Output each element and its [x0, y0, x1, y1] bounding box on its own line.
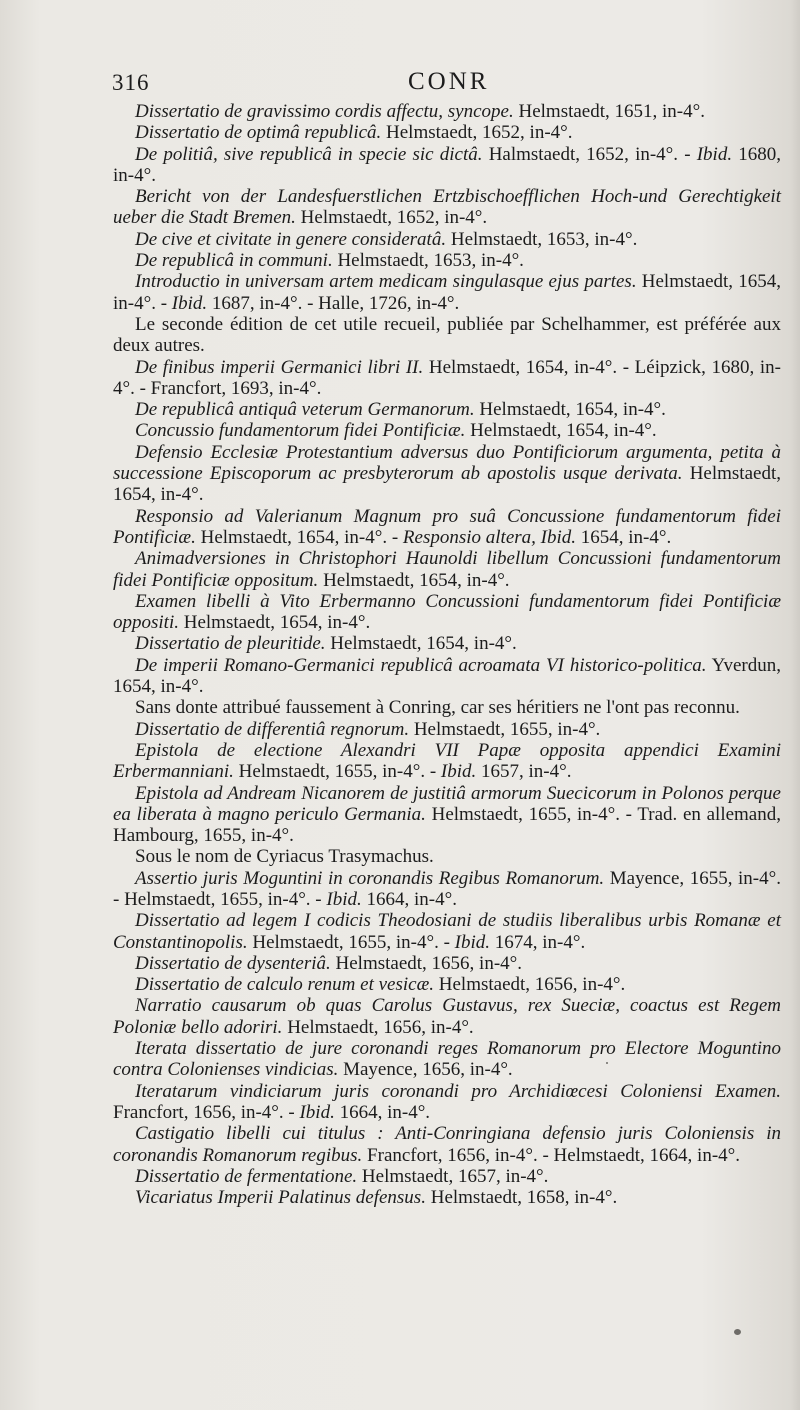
entry-title: Ibid. — [171, 292, 208, 314]
entry-details: 1654, in-4°. — [576, 526, 672, 548]
bibliography-entry — [113, 250, 781, 271]
entry-details: Helmstaedt, 1654, in-4°. - — [195, 526, 403, 548]
entry-details: 1664, in-4°. — [361, 888, 457, 910]
running-title: CONR — [408, 68, 490, 95]
entry-details: Mayence, 1655, in-4°. - Helmstaedt, 1655, in-4°. - — [113, 867, 781, 910]
bibliography-entry — [113, 846, 781, 867]
entry-title: Dissertatio de gravissimo cordis affectu, syncope. — [135, 101, 514, 122]
entry-title: Dissertatio de calculo renum et vesicæ. — [135, 974, 435, 996]
entry-details: Helmstaedt, 1654, in-4°. — [113, 463, 781, 506]
entry-title: Epistola de electione Alexandri VII Papæ opposita appendici Examini Erbermanniani. — [113, 739, 781, 783]
bibliography-entry — [113, 506, 781, 549]
bibliography-entry — [113, 719, 781, 740]
entry-details: Helmstaedt, 1654, in-4°. — [318, 569, 510, 591]
entry-title: Responsio altera, Ibid. — [402, 526, 577, 548]
entry-title: Ibid. — [696, 143, 733, 165]
bibliography-entry — [113, 186, 781, 229]
entry-details: Helmstaedt, 1656, in-4°. — [434, 974, 626, 996]
entry-title: Introductio in universam artem medicam singulasque ejus partes. — [135, 271, 637, 293]
entry-details: Helmstaedt, 1656, in-4°. — [282, 1016, 474, 1038]
entry-title: De imperii Romano-Germanici republicâ acroamata VI historico-politica. — [135, 654, 707, 676]
page-number: 316 — [112, 70, 150, 95]
entry-title: Dissertatio de pleuritide. — [135, 633, 326, 655]
entry-details: Helmstaedt, 1654, in-4°. - Léipzick, 1680, in-4°. - Francfort, 1693, in-4°. — [113, 356, 781, 399]
bibliography-entry — [113, 740, 781, 783]
entry-details: Helmstaedt, 1658, in-4°. — [425, 1187, 618, 1209]
ink-speck — [734, 1329, 741, 1335]
entry-title: Assertio juris Moguntini in coronandis Regibus Romanorum. — [135, 867, 605, 889]
entry-title: Narratio causarum ob quas Carolus Gustavus, rex Sueciæ, coactus est Regem Poloniæ bello adoriri. — [113, 995, 781, 1038]
entry-title: Dissertatio de differentiâ regnorum. — [135, 718, 410, 740]
entry-details: Helmstaedt, 1654, in-4°. — [178, 612, 371, 634]
bibliography-entry — [113, 1038, 781, 1081]
entry-title: Concussio fundamentorum fidei Pontificiæ. — [135, 420, 466, 442]
entry-details: Sans donte attribué faussement à Conring, car ses héritiers ne l'ont pas reconnu. — [135, 697, 740, 719]
bibliography-entry — [113, 229, 781, 250]
entry-details: Helmstaedt, 1651, in-4°. — [513, 101, 705, 122]
bibliography-entry — [113, 357, 781, 400]
entry-details: Mayence, 1656, in-4°. — [338, 1059, 513, 1081]
entry-details: Francfort, 1656, in-4°. - Helmstaedt, 1664, in-4°. — [362, 1144, 741, 1166]
entry-details: 1674, in-4°. — [490, 931, 586, 953]
bibliography-list — [113, 101, 781, 1208]
page-header — [112, 68, 782, 102]
bibliography-entry — [113, 122, 781, 143]
entry-title: De finibus imperii Germanici libri II. — [135, 356, 424, 378]
bibliography-entry — [113, 314, 781, 357]
entry-details: Helmstaedt, 1653, in-4°. — [332, 250, 524, 272]
bibliography-entry — [113, 399, 781, 420]
bibliography-entry — [113, 1081, 781, 1124]
entry-title: Ibid. — [299, 1101, 335, 1123]
ink-speck — [606, 1062, 608, 1064]
entry-title: Castigatio libelli cui titulus : Anti-Conringiana defensio juris Coloniensis in coronandis Romanorum regibus. — [113, 1123, 781, 1166]
bibliography-entry — [113, 974, 781, 995]
entry-details: Helmstaedt, 1654, in-4°. - — [113, 271, 781, 314]
entry-details: 1664, in-4°. — [334, 1101, 431, 1123]
entry-title: Defensio Ecclesiæ Protestantium adversus duo Pontificiorum argumenta, petita à successione Episcoporum ac presbyterorum ab apostolis usque derivata. — [113, 441, 781, 485]
bibliography-entry — [113, 995, 781, 1038]
entry-details: Helmstaedt, 1654, in-4°. — [474, 399, 666, 421]
bibliography-entry — [113, 1123, 781, 1166]
entry-details: Le seconde édition de cet utile recueil, publiée par Schelhammer, est préférée aux deux autres. — [113, 313, 781, 357]
entry-details: 1687, in-4°. - Halle, 1726, in-4°. — [207, 292, 460, 314]
bibliography-entry — [113, 1166, 781, 1187]
bibliography-entry — [113, 868, 781, 911]
entry-title: Dissertatio de fermentatione. — [135, 1165, 358, 1187]
entry-details: Helmstaedt, 1654, in-4°. — [465, 420, 657, 442]
bibliography-entry — [113, 783, 781, 847]
entry-title: Responsio ad Valerianum Magnum pro suâ Concussione fundamentorum fidei Pontificiæ. — [113, 505, 781, 548]
bibliography-entry — [113, 953, 781, 974]
entry-details: Helmstaedt, 1657, in-4°. — [357, 1165, 549, 1187]
bibliography-entry — [113, 420, 781, 441]
entry-details: Helmstaedt, 1653, in-4°. — [446, 228, 638, 250]
entry-title: Examen libelli à Vito Erbermanno Concussioni fundamentorum fidei Pontificiæ oppositi. — [113, 590, 781, 634]
entry-title: Vicariatus Imperii Palatinus defensus. — [135, 1187, 426, 1209]
entry-title: De cive et civitate in genere consideratâ. — [135, 228, 447, 250]
entry-title: Ibid. — [326, 888, 362, 910]
entry-title: Iterata dissertatio de jure coronandi reges Romanorum pro Electore Moguntino contra Colonienses vindicias. — [113, 1038, 781, 1081]
entry-title: Ibid. — [440, 761, 477, 783]
entry-title: Ibid. — [454, 931, 491, 953]
entry-title: Animadversiones in Christophori Haunoldi libellum Concussioni fundamentorum fidei Pontificiæ oppositum. — [113, 548, 781, 591]
bibliography-entry — [113, 442, 781, 506]
bibliography-entry — [113, 144, 781, 187]
entry-details: Sous le nom de Cyriacus Trasymachus. — [135, 846, 434, 868]
entry-details: Helmstaedt, 1655, in-4°. - — [233, 761, 441, 783]
bibliography-entry — [113, 633, 781, 654]
bibliography-entry — [113, 101, 781, 122]
entry-title: De republicâ in communi. — [135, 250, 333, 272]
bibliography-entry — [113, 910, 781, 953]
entry-title: Dissertatio de dysenteriâ. — [135, 952, 331, 974]
entry-details: Halmstaedt, 1652, in-4°. - — [482, 143, 697, 165]
entry-details: Yverdun, 1654, in-4°. — [113, 654, 782, 698]
entry-details: Helmstaedt, 1656, in-4°. — [330, 952, 523, 974]
entry-details: 1657, in-4°. — [476, 761, 572, 783]
entry-details: Helmstaedt, 1652, in-4°. — [295, 207, 488, 229]
entry-title: Dissertatio ad legem I codicis Theodosiani de studiis liberalibus urbis Romanæ et Constantinopolis. — [113, 910, 781, 953]
bibliography-entry — [113, 548, 781, 591]
entry-title: De republicâ antiquâ veterum Germanorum. — [135, 399, 475, 421]
bibliography-entry — [113, 591, 781, 634]
entry-details: 1680, in-4°. — [113, 143, 782, 186]
entry-title: De politiâ, sive republicâ in specie sic dictâ. — [135, 143, 483, 165]
bibliography-entry — [113, 697, 781, 718]
bibliography-entry — [113, 655, 781, 698]
entry-title: Dissertatio de optimâ republicâ. — [135, 122, 382, 144]
entry-details: Helmstaedt, 1655, in-4°. — [409, 718, 601, 740]
entry-details: Helmstaedt, 1655, in-4°. - — [247, 931, 455, 953]
entry-title: Iteratarum vindiciarum juris coronandi pro Archidiœcesi Coloniensi Examen. — [135, 1080, 781, 1102]
entry-details: Helmstaedt, 1652, in-4°. — [381, 122, 573, 144]
bibliography-entry — [113, 1187, 781, 1208]
entry-title: Bericht von der Landesfuerstlichen Ertzbischoefflichen Hoch-und Gerechtigkeit ueber die Stadt Bremen. — [113, 186, 781, 229]
bibliography-entry — [113, 271, 781, 314]
entry-details: Francfort, 1656, in-4°. - — [113, 1101, 300, 1123]
entry-title: Epistola ad Andream Nicanorem de justitiâ armorum Suecicorum in Polonos perque ea liberata à magno periculo Germania. — [113, 782, 781, 825]
entry-details: Helmstaedt, 1654, in-4°. — [325, 633, 517, 655]
entry-details: Helmstaedt, 1655, in-4°. - Trad. en allemand, Hambourg, 1655, in-4°. — [113, 803, 781, 847]
